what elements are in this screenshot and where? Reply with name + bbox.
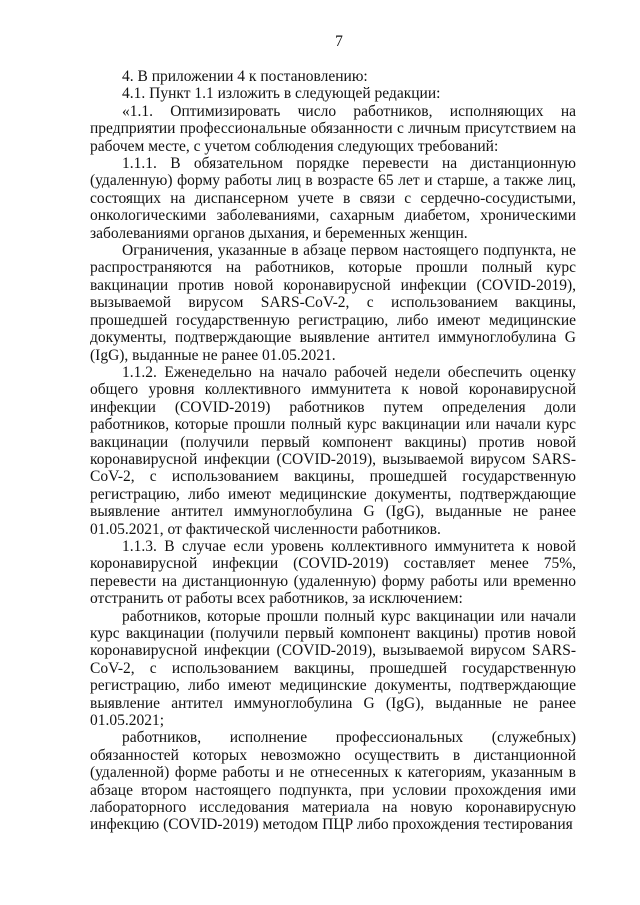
paragraph-restrictions: Ограничения, указанные в абзаце первом настоящего подпункта, не распространяются на работников, которые прошли полный курс вакцинации против новой коронавирусной инфекции (COVID-2019), вызываемой вирусом SARS-CoV-2, с использованием вакцины, прошедшей государственную регистрацию, либо имеют медицинские документы, подтверждающие выявление антител иммуноглобулина G (IgG), выданные не ранее 01.05.2021.: [90, 242, 576, 364]
document-body: [90, 68, 576, 834]
paragraph-appendix-4: 4. В приложении 4 к постановлению:: [122, 68, 368, 85]
paragraph-1-1: «1.1. Оптимизировать число работников, исполняющих на предприятии профессиональные обязанности с личным присутствием на рабочем месте, с учетом соблюдения следующих требований:: [90, 102, 576, 155]
paragraph-1-1-2: 1.1.2. Еженедельно на начало рабочей недели обеспечить оценку общего уровня коллективного иммунитета к новой коронавирусной инфекции (COVID-2019) работников путем определения доли работников, которые прошли полный курс вакцинации или начали курс вакцинации (получили первый компонент вакцины) против новой коронавирусной инфекции (COVID-2019), вызываемой вирусом SARS-CoV-2, с использованием вакцины, прошедшей государственную регистрацию, либо имеют медицинские документы, подтверждающие выявление антител иммуноглобулина G (IgG), выданные не ранее 01.05.2021, от фактической численности работников.: [90, 363, 576, 538]
paragraph-exception-onsite: работников, исполнение профессиональных (служебных) обязанностей которых невозможно осуществить в дистанционной (удаленной) форме работы и не отнесенных к категориям, указанным в абзаце втором настоящего подпункта, при условии прохождения ими лабораторного исследования материала на новую коронавирусную инфекцию (COVID-2019) методом ПЦР либо прохождения тестирования: [90, 729, 576, 834]
page-number: 7: [335, 33, 343, 50]
paragraph-1-1-3: 1.1.3. В случае если уровень коллективного иммунитета к новой коронавирусной инфекции (COVID-2019) составляет менее 75%, перевести на дистанционную (удаленную) форму работы или временно отстранить от работы всех работников, за исключением:: [90, 537, 576, 608]
paragraph-4-1: 4.1. Пункт 1.1 изложить в следующей редакции:: [122, 85, 441, 103]
paragraph-1-1-1: 1.1.1. В обязательном порядке перевести на дистанционную (удаленную) форму работы лиц в возрасте 65 лет и старше, а также лиц, состоящих на диспансерном учете в связи с сердечно-сосудистыми, онкологическими заболеваниями, сахарным диабетом, хроническими заболеваниями органов дыхания, и беременных женщин.: [90, 155, 576, 242]
paragraph-exception-vaccinated: работников, которые прошли полный курс вакцинации или начали курс вакцинации (получили первый компонент вакцины) против новой коронавирусной инфекции (COVID-2019), вызываемой вирусом SARS-CoV-2, с использованием вакцины, прошедшей государственную регистрацию, либо имеют медицинские документы, подтверждающие выявление антител иммуноглобулина G (IgG), выданные не ранее 01.05.2021;: [90, 607, 576, 730]
